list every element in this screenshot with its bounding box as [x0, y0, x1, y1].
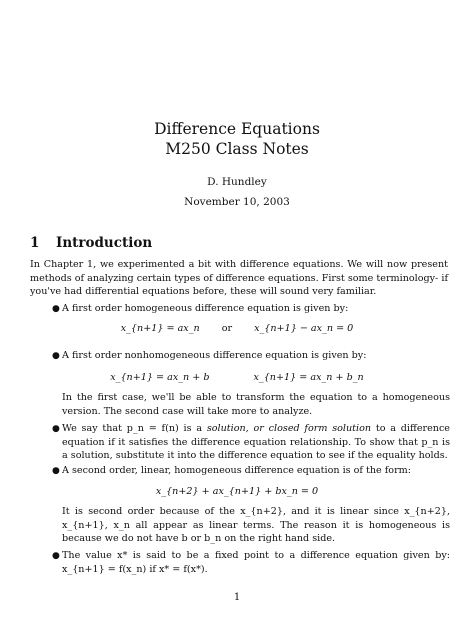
equation-separator: or [221, 323, 233, 334]
equation-part: x_{n+1} = ax_n [120, 323, 200, 334]
equation-part: x_{n+1} − ax_n = 0 [254, 323, 354, 334]
document-title: Difference Equations [154, 120, 320, 138]
bullet-marker: ● [52, 424, 60, 434]
date: November 10, 2003 [184, 196, 290, 208]
intro-paragraph: In Chapter 1, we experimented a bit with difference equations. We will now present methods of analyzing certain types of difference equations. First some terminology- if you've had differential equations before, these will sound very familiar. [30, 259, 448, 298]
equation-homogeneous [0, 323, 474, 334]
bullet-fixed-point: The value x* is said to be a fixed point to a difference equation given by: x_{n+1} = f(x_n) if x* = f(x*). [62, 550, 450, 575]
nonhomogeneous-followup: In the first case, we'll be able to transform the equation to a homogeneous version. The second case will take more to analyze. [62, 392, 450, 417]
bullet-first-order-nonhomogeneous: A first order nonhomogeneous difference equation is given by: [62, 350, 367, 361]
page-number: 1 [233, 592, 241, 603]
second-order-followup: It is second order because of the x_{n+2}, and it is linear since x_{n+2}, x_{n+1}, x_n all appear as linear terms. The reason it is homogeneous is because we do not have b or b_n on the right hand side. [62, 506, 450, 545]
equation-second-order: x_{n+2} + ax_{n+1} + bx_n = 0 [155, 486, 319, 497]
solution-text-part1: We say that p_n = f(n) is a [62, 423, 203, 434]
bullet-marker: ● [52, 551, 60, 561]
bullet-first-order-homogeneous: A first order homogeneous difference equation is given by: [62, 303, 349, 314]
document-subtitle: M250 Class Notes [165, 140, 309, 158]
section-heading [30, 235, 152, 251]
equation-part: x_{n+1} = ax_n + b [110, 372, 210, 383]
solution-text-part2: to a difference equation if it satisfies the difference equation relationship. To show that p_n is a solution, substitute it into the difference equation to see if the equality holds. [62, 423, 450, 462]
bullet-second-order: A second order, linear, homogeneous difference equation is of the form: [62, 465, 411, 476]
bullet-marker: ● [52, 304, 60, 314]
bullet-solution-definition [62, 422, 450, 463]
equation-nonhomogeneous [0, 372, 474, 383]
bullet-marker: ● [52, 351, 60, 361]
section-title: Introduction [56, 235, 153, 251]
bullet-marker: ● [52, 466, 60, 476]
section-number: 1 [30, 235, 40, 251]
author: D. Hundley [207, 176, 267, 188]
equation-part: x_{n+1} = ax_n + b_n [253, 372, 364, 383]
solution-emphasis: solution, or closed form solution [206, 423, 372, 434]
